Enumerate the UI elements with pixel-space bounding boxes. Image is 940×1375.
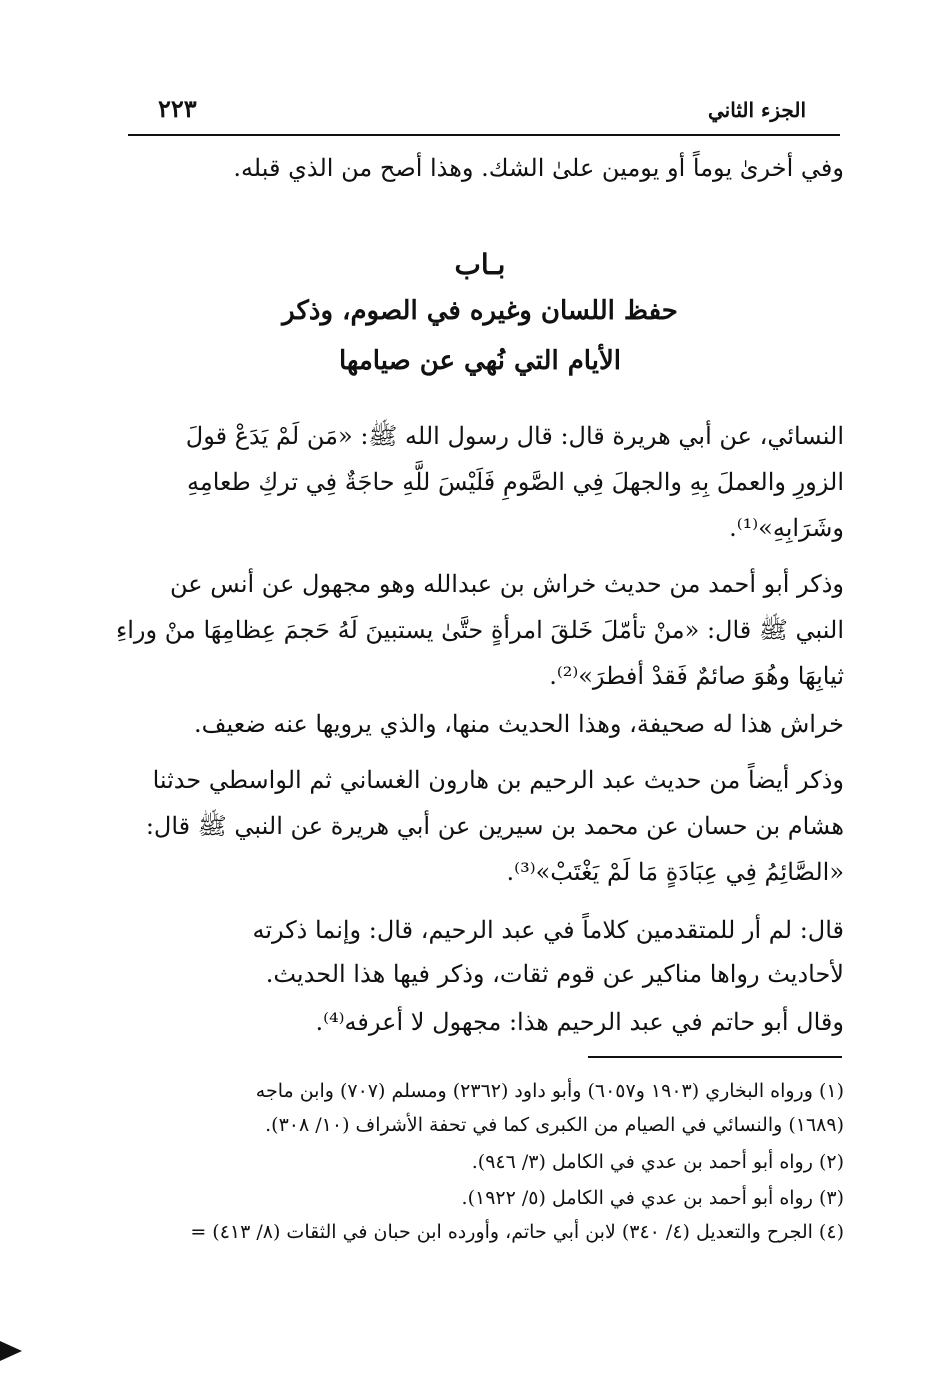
opening-line: وفي أخرىٰ يوماً أو يومين علىٰ الشك. وهذا أصح من الذي قبله. <box>233 154 844 182</box>
chapter-label: بـاب <box>454 248 506 281</box>
footnote-2: (٢) رواه أبو أحمد بن عدي في الكامل (٣/ ٩٤٦). <box>471 1151 844 1173</box>
paragraph-2-line-2: النبي ﷺ قال: «منْ تأمّلَ خَلقَ امرأةٍ حتَّىٰ يستبينَ لَهُ حَجمَ عِظامِهَا منْ وراءِ <box>115 616 844 644</box>
chapter-title-line-1: حفظ اللسان وغيره في الصوم، وذكر <box>282 296 678 326</box>
footnote-1-line-2: (١٦٨٩) والنسائي في الصيام من الكبرى كما في تحفة الأشراف (١٠/ ٣٠٨). <box>265 1114 844 1136</box>
paragraph-4-line-3: «الصَّائِمُ فِي عِبَادَةٍ مَا لَمْ يَغْتَبْ»⁽³⁾. <box>506 858 844 886</box>
footnote-4: (٤) الجرح والتعديل (٤/ ٣٤٠) لابن أبي حاتم، وأورده ابن حبان في الثقات (٨/ ٤١٣) = <box>190 1221 844 1243</box>
paragraph-5-line-2: لأحاديث رواها مناكير عن قوم ثقات، وذكر فيها هذا الحديث. <box>265 960 844 988</box>
paragraph-2-line-1: وذكر أبو أحمد من حديث خراش بن عبدالله وهو مجهول عن أنس عن <box>170 570 844 598</box>
paragraph-1-line-3: وشَرَابِهِ»⁽¹⁾. <box>729 514 844 542</box>
chapter-title-line-2: الأيام التي نُهي عن صيامها <box>338 346 622 376</box>
page-header <box>128 92 840 136</box>
paragraph-1-line-2: الزورِ والعملَ بِهِ والجهلَ فِي الصَّومِ فَلَيْسَ للَّهِ حاجَةٌ فِي تركِ طعامِهِ <box>186 468 844 496</box>
footnote-3: (٣) رواه أبو أحمد بن عدي في الكامل (٥/ ١٩٢٢). <box>461 1187 844 1209</box>
paragraph-6: وقال أبو حاتم في عبد الرحيم هذا: مجهول لا أعرفه⁽⁴⁾. <box>315 1008 844 1036</box>
footnote-separator <box>588 1056 842 1058</box>
running-head: الجزء الثاني <box>708 98 806 122</box>
scan-corner-mark <box>0 1341 22 1361</box>
paragraph-4-line-2: هشام بن حسان عن محمد بن سيرين عن أبي هريرة عن النبي ﷺ قال: <box>145 812 844 840</box>
paragraph-5-line-1: قال: لم أر للمتقدمين كلاماً في عبد الرحيم، قال: وإنما ذكرته <box>252 916 844 944</box>
paragraph-1-line-1: النسائي، عن أبي هريرة قال: قال رسول الله ﷺ: «مَن لَمْ يَدَعْ قولَ <box>185 422 844 450</box>
paragraph-2-line-3: ثيابِهَا وهُوَ صائمٌ فَقدْ أفطرَ»⁽²⁾. <box>549 662 844 690</box>
paragraph-3: خراش هذا له صحيفة، وهذا الحديث منها، والذي يرويها عنه ضعيف. <box>194 710 844 738</box>
page-number: ٢٢٣ <box>158 94 197 123</box>
paragraph-4-line-1: وذكر أيضاً من حديث عبد الرحيم بن هارون الغساني ثم الواسطي حدثنا <box>152 766 844 794</box>
footnote-1-line-1: (١) ورواه البخاري (١٩٠٣ و٦٠٥٧) وأبو داود (٢٣٦٢) ومسلم (٧٠٧) وابن ماجه <box>255 1080 844 1102</box>
